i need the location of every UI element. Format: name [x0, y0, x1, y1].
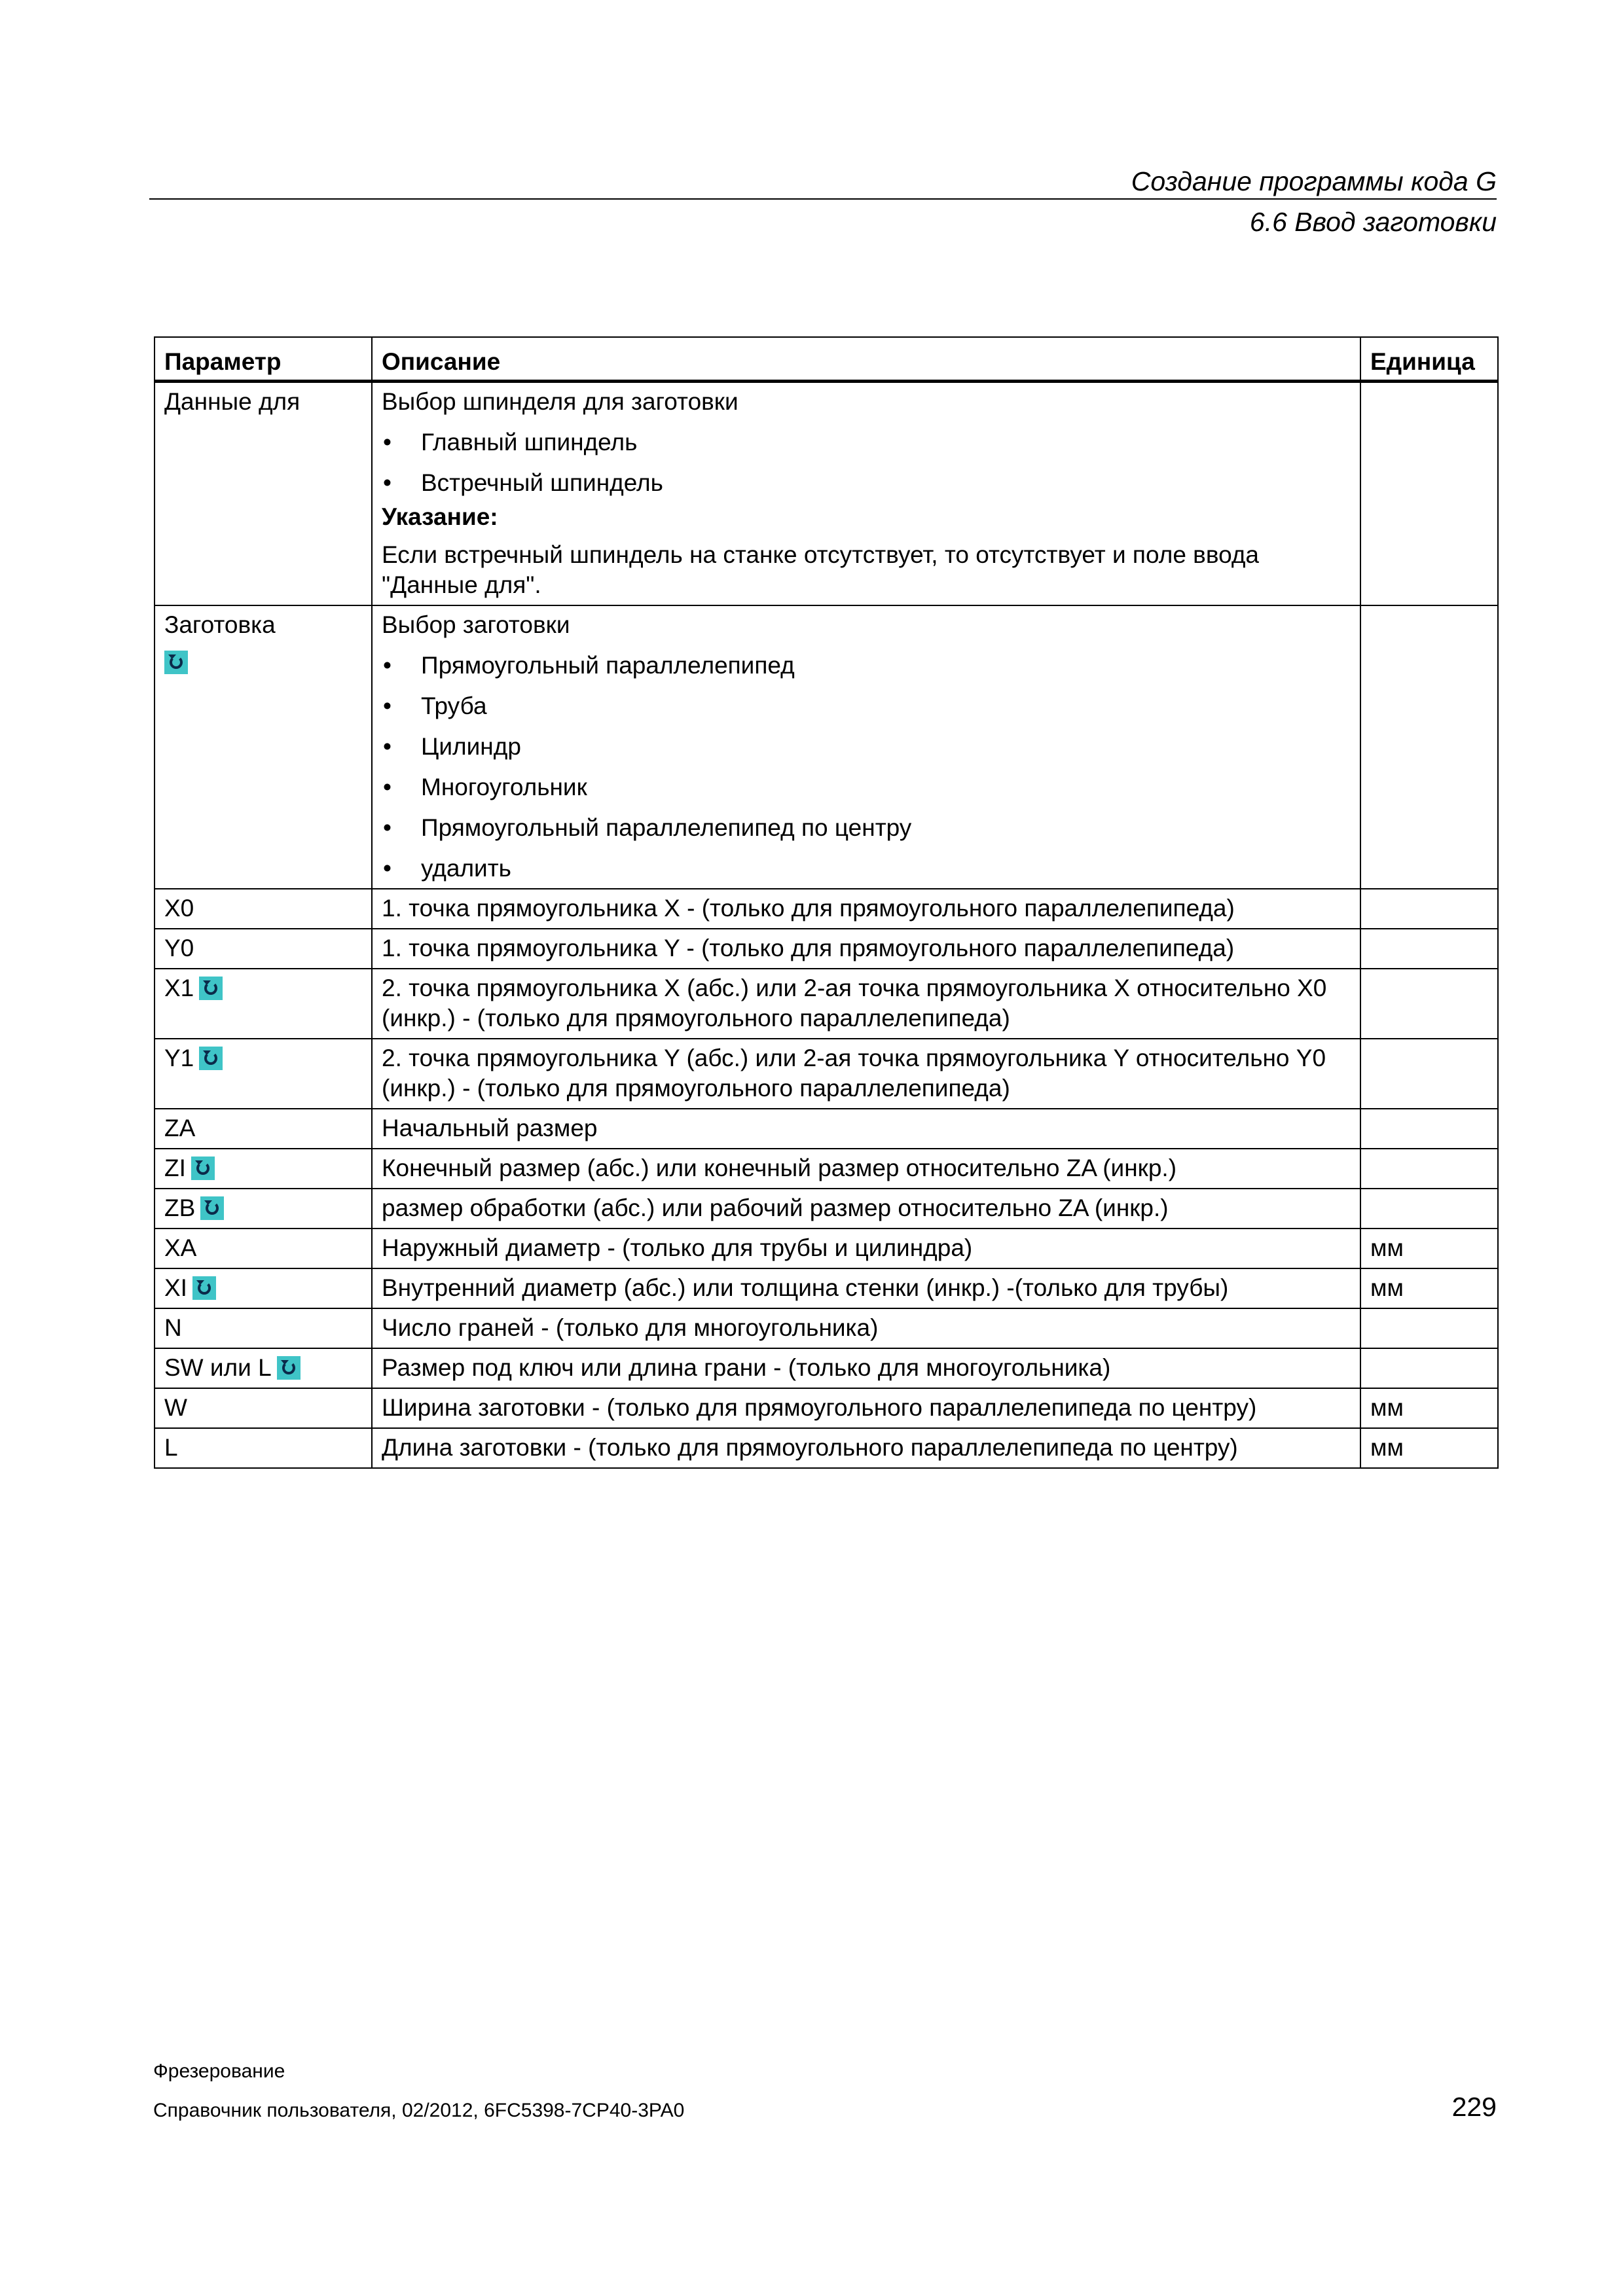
list-item: • Цилиндр: [382, 732, 1351, 762]
table-row: [155, 1189, 1498, 1229]
page-number: 229: [1451, 2092, 1497, 2122]
table-row: [155, 1388, 1498, 1428]
column-header-description: Описание: [372, 337, 1360, 382]
param-cell: W: [155, 1388, 372, 1428]
table-row: [155, 1268, 1498, 1308]
unit-cell: [1360, 1189, 1498, 1229]
list-item: • Главный шпиндель: [382, 427, 1351, 457]
blank-options-list: [382, 651, 1351, 884]
selection-toggle-icon: [200, 1196, 224, 1220]
selection-toggle-icon: [199, 977, 223, 1000]
desc-cell: [372, 382, 1360, 606]
unit-cell: мм: [1360, 1268, 1498, 1308]
parameter-table: [154, 336, 1499, 1469]
param-cell: [155, 1039, 372, 1109]
param-label: Заготовка: [164, 611, 276, 638]
table-row: [155, 1348, 1498, 1388]
desc-cell: Число граней - (только для многоугольника): [372, 1308, 1360, 1348]
chapter-title: Создание программы кода G: [1131, 166, 1497, 196]
table-row: [155, 1229, 1498, 1268]
desc-cell: 2. точка прямоугольника Y (абс.) или 2-ая точка прямоугольника Y относительно Y0 (инкр.) - (только для прямоугольного параллелепипеда): [372, 1039, 1360, 1109]
unit-cell: [1360, 1039, 1498, 1109]
desc-cell: Начальный размер: [372, 1109, 1360, 1149]
desc-cell: Наружный диаметр - (только для трубы и цилиндра): [372, 1229, 1360, 1268]
desc-cell: Длина заготовки - (только для прямоугольного параллелепипеда по центру): [372, 1428, 1360, 1468]
table-header-row: [155, 337, 1498, 382]
selection-toggle-icon: [199, 1047, 223, 1070]
unit-cell: мм: [1360, 1229, 1498, 1268]
param-cell: XA: [155, 1229, 372, 1268]
desc-text: Выбор шпинделя для заготовки: [382, 388, 739, 415]
param-cell: [155, 605, 372, 889]
table-row: [155, 1149, 1498, 1189]
desc-cell: 2. точка прямоугольника X (абс.) или 2-ая точка прямоугольника X относительно X0 (инкр.) - (только для прямоугольного параллелепипеда): [372, 969, 1360, 1039]
header-rule: [149, 198, 1497, 200]
column-header-unit: Единица: [1360, 337, 1498, 382]
param-label: Y1: [164, 1045, 194, 1071]
desc-cell: [372, 605, 1360, 889]
section-title: 6.6 Ввод заготовки: [1249, 207, 1497, 237]
list-item: • Труба: [382, 691, 1351, 721]
note-text: Если встречный шпиндель на станке отсутствует, то отсутствует и поле ввода "Данные для".: [382, 541, 1260, 598]
desc-cell: Внутренний диаметр (абс.) или толщина стенки (инкр.) -(только для трубы): [372, 1268, 1360, 1308]
param-cell: ZA: [155, 1109, 372, 1149]
unit-cell: [1360, 1308, 1498, 1348]
unit-cell: [1360, 1149, 1498, 1189]
selection-toggle-icon: [191, 1157, 215, 1180]
selection-toggle-icon: [277, 1356, 301, 1380]
unit-cell: [1360, 382, 1498, 606]
desc-cell: размер обработки (абс.) или рабочий размер относительно ZA (инкр.): [372, 1189, 1360, 1229]
selection-toggle-icon: [164, 651, 188, 674]
table-row: [155, 1109, 1498, 1149]
desc-cell: Ширина заготовки - (только для прямоугольного параллелепипеда по центру): [372, 1388, 1360, 1428]
unit-cell: [1360, 1109, 1498, 1149]
table-row: [155, 1308, 1498, 1348]
note-title: Указание:: [382, 503, 498, 530]
param-cell: N: [155, 1308, 372, 1348]
param-label: XI: [164, 1274, 187, 1301]
column-header-parameter: Параметр: [155, 337, 372, 382]
desc-cell: Конечный размер (абс.) или конечный размер относительно ZA (инкр.): [372, 1149, 1360, 1189]
param-cell: [155, 1149, 372, 1189]
param-cell: X0: [155, 889, 372, 929]
list-item: • удалить: [382, 853, 1351, 884]
table-row: [155, 1428, 1498, 1468]
unit-cell: [1360, 929, 1498, 969]
param-cell: [155, 969, 372, 1039]
param-cell: L: [155, 1428, 372, 1468]
param-label: X1: [164, 975, 194, 1001]
param-cell: [155, 1348, 372, 1388]
table-row: [155, 929, 1498, 969]
footer-document-id: Справочник пользователя, 02/2012, 6FC5398-7CP40-3PA0: [153, 2100, 685, 2121]
param-cell: [155, 1189, 372, 1229]
table-row: [155, 889, 1498, 929]
param-cell: Y0: [155, 929, 372, 969]
list-item: • Прямоугольный параллелепипед по центру: [382, 813, 1351, 843]
unit-cell: мм: [1360, 1388, 1498, 1428]
desc-text: Выбор заготовки: [382, 611, 570, 638]
unit-cell: мм: [1360, 1428, 1498, 1468]
desc-cell: 1. точка прямоугольника X - (только для прямоугольного параллелепипеда): [372, 889, 1360, 929]
table-row: [155, 1039, 1498, 1109]
selection-toggle-icon: [192, 1276, 216, 1300]
table-row: [155, 382, 1498, 606]
desc-cell: 1. точка прямоугольника Y - (только для прямоугольного параллелепипеда): [372, 929, 1360, 969]
spindle-options-list: [382, 427, 1351, 498]
param-label: SW или L: [164, 1354, 272, 1381]
unit-cell: [1360, 605, 1498, 889]
unit-cell: [1360, 889, 1498, 929]
unit-cell: [1360, 969, 1498, 1039]
param-cell: Данные для: [155, 382, 372, 606]
param-label: ZB: [164, 1194, 196, 1221]
table-row: [155, 969, 1498, 1039]
footer-product: Фрезерование: [153, 2060, 285, 2082]
table-row: [155, 605, 1498, 889]
param-cell: [155, 1268, 372, 1308]
param-label: ZI: [164, 1155, 186, 1181]
desc-cell: Размер под ключ или длина грани - (только для многоугольника): [372, 1348, 1360, 1388]
list-item: • Встречный шпиндель: [382, 468, 1351, 498]
list-item: • Прямоугольный параллелепипед: [382, 651, 1351, 681]
list-item: • Многоугольник: [382, 772, 1351, 802]
unit-cell: [1360, 1348, 1498, 1388]
